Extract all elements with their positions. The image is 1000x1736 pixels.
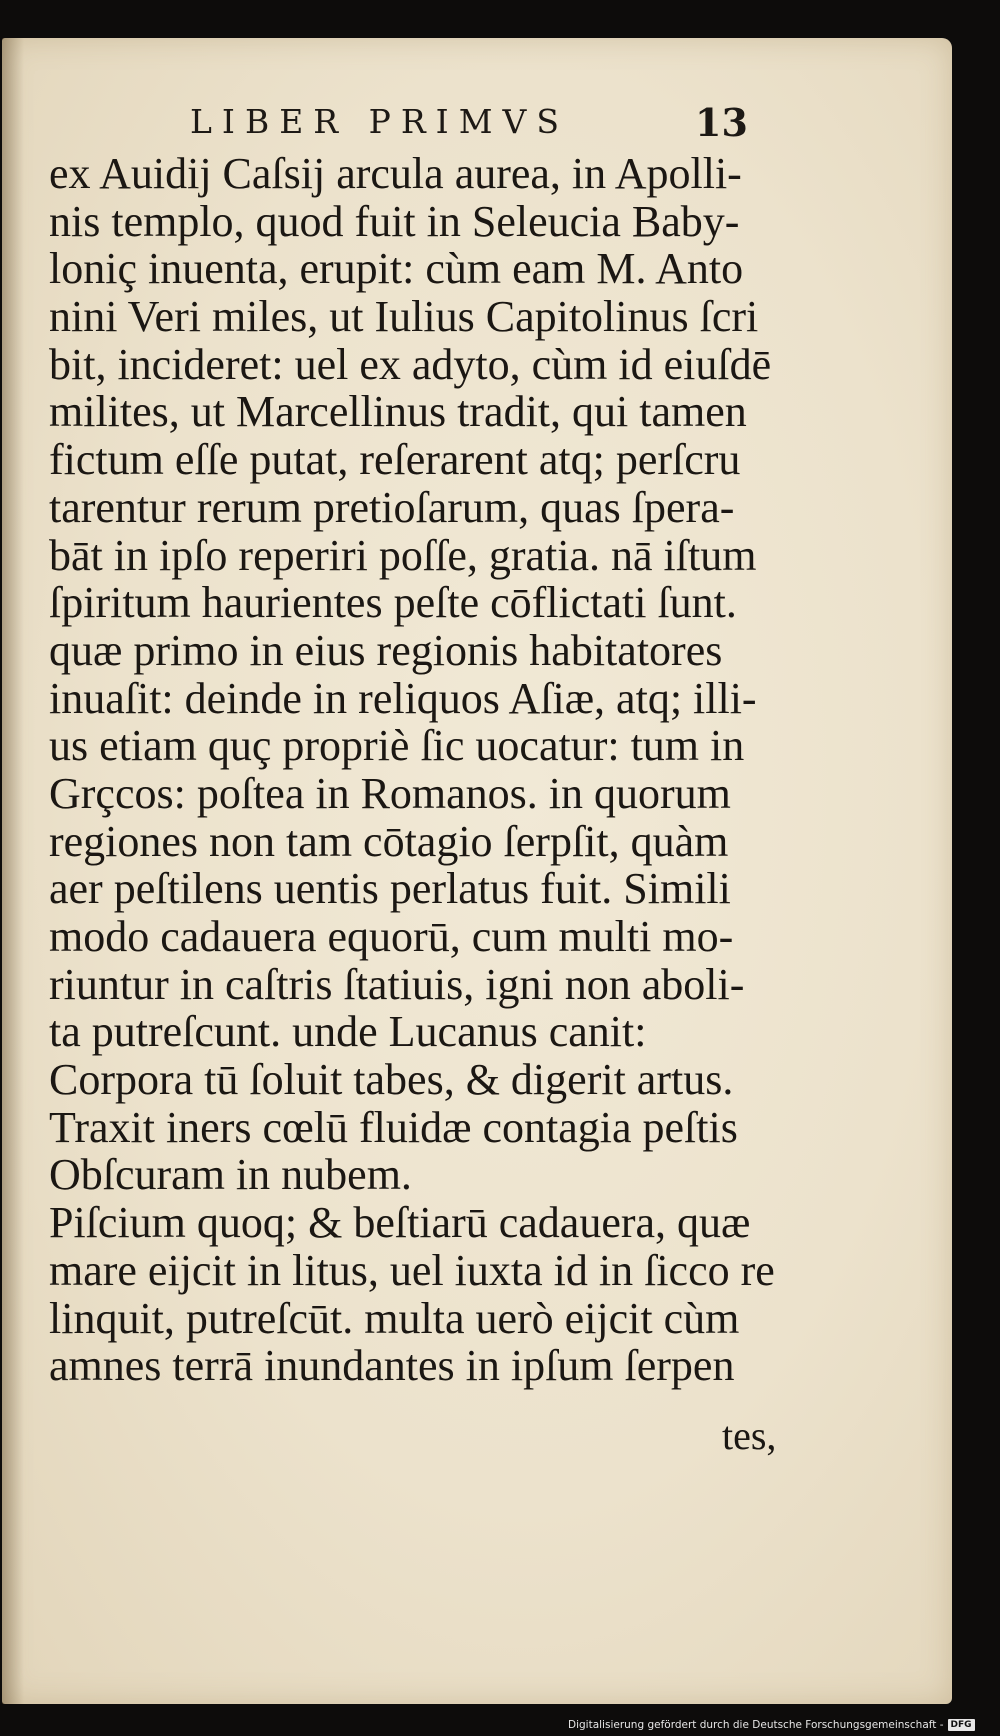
text-line: nini Veri miles, ut Iulius Capitolinus ſcri xyxy=(49,292,759,342)
text-line: linquit, putreſcūt. multa uerò eijcit cùm xyxy=(49,1293,740,1343)
text-line: quæ primo in eius regionis habitatores xyxy=(49,625,723,675)
text-line: tarentur rerum pretioſarum, quas ſpera- xyxy=(49,482,735,532)
digitization-credit xyxy=(568,1719,998,1731)
text-line: amnes terrā inundantes in ipſum ſerpen xyxy=(49,1341,735,1391)
text-line: modo cadauera equorū, cum multi mo- xyxy=(49,912,734,961)
text-line: Piſcium quoq; & beſtiarū cadauera, quæ xyxy=(49,1198,751,1248)
text-line: milites, ut Marcellinus tradit, qui tamen xyxy=(49,387,747,437)
verse-line: Corpora tū ſoluit tabes, & digerit artus. xyxy=(49,1055,734,1105)
verse-line: Traxit iners cœlū fluidæ contagia peſtis xyxy=(49,1102,738,1152)
text-line: loniç inuenta, erupit: cùm eam M. Anto xyxy=(49,244,744,294)
text-line: ſpiritum haurientes peſte cōflictati ſunt. xyxy=(49,578,737,628)
text-line: us etiam quç propriè ſic uocatur: tum in xyxy=(49,721,745,771)
text-line: nis templo, quod fuit in Seleucia Baby- xyxy=(49,196,740,246)
text-line: ex Auidij Caſsij arcula aurea, in Apolli- xyxy=(49,149,742,198)
verse-line: Obſcuram in nubem. xyxy=(49,1150,412,1200)
text-line: inuaſit: deinde in reliquos Aſiæ, atq; illi- xyxy=(49,673,757,723)
credit-text: Digitalisierung gefördert durch die Deutsche Forschungsgemeinschaft - xyxy=(568,1719,944,1731)
dfg-logo: DFG xyxy=(948,1719,975,1731)
text-line: mare eijcit in litus, uel iuxta id in ſicco re xyxy=(49,1245,775,1295)
text-line: regiones non tam cōtagio ſerpſit, quàm xyxy=(49,816,729,866)
text-block xyxy=(49,150,789,1390)
text-line: aer peſtilens uentis perlatus fuit. Simili xyxy=(49,864,731,914)
text-line: bit, incideret: uel ex adyto, cùm id eiuſdē xyxy=(49,339,772,389)
text-line: Grçcos: poſtea in Romanos. in quorum xyxy=(49,768,731,818)
catchword: tes, xyxy=(722,1413,777,1458)
text-line: bāt in ipſo reperiri poſſe, gratia. nā iſtum xyxy=(49,530,757,580)
running-head: LIBER PRIMVS xyxy=(190,102,569,141)
gutter-shadow xyxy=(2,38,24,1704)
page-number: 13 xyxy=(695,100,748,145)
text-line: ta putreſcunt. unde Lucanus canit: xyxy=(49,1007,647,1057)
text-line: riuntur in caſtris ſtatiuis, igni non aboli- xyxy=(49,959,745,1009)
text-line: fictum eſſe putat, reſerarent atq; perſcru xyxy=(49,435,741,485)
